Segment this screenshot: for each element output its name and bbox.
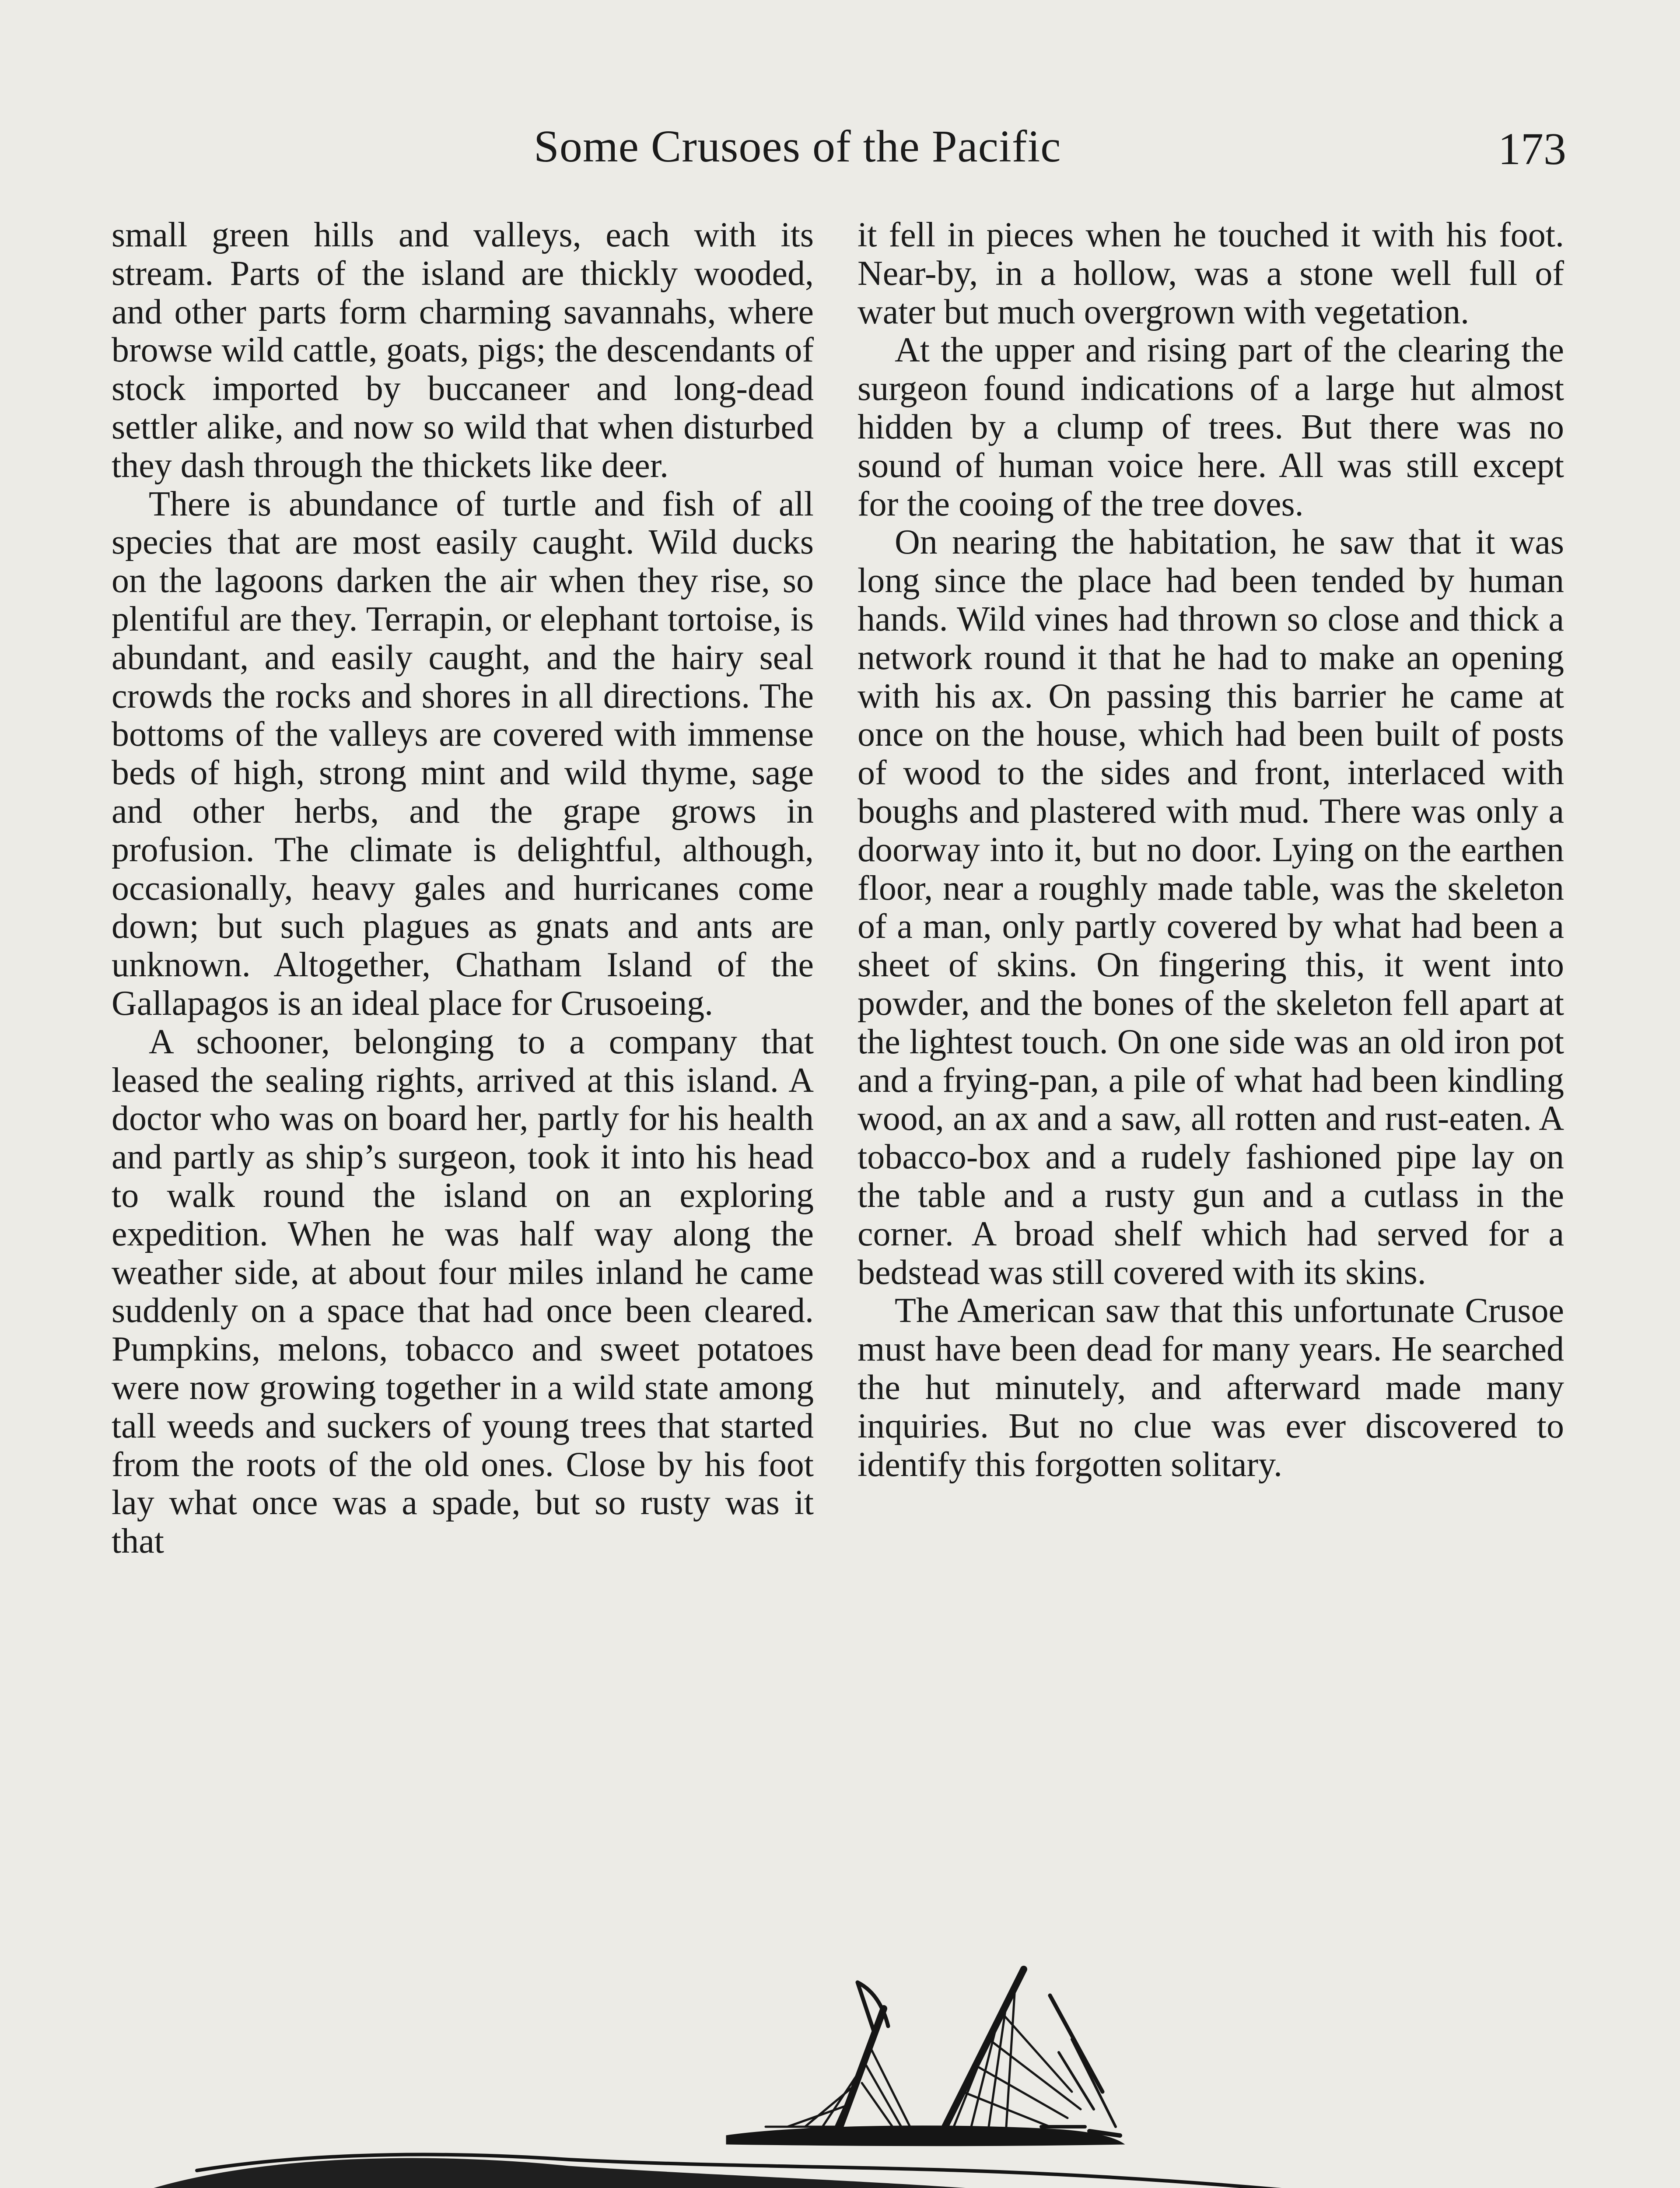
- right-column: [858, 216, 1564, 1484]
- paragraph: small green hills and valleys, each with its stream. Parts of the island are thickly wooded, and other parts form charming savannahs, where browse wild cattle, goats, pigs; the descendants of stock imported by buccaneer and long-dead settler alike, and now so wild that when disturbed they dash through the thickets like deer.: [112, 216, 814, 485]
- paragraph: it fell in pieces when he touched it with his foot. Near-by, in a hollow, was a stone well full of water but much overgrown with vegetation.: [858, 216, 1564, 331]
- paragraph: A schooner, belonging to a company that leased the sealing rights, arrived at this island. A doctor who was on board her, partly for his health and partly as ship’s surgeon, took it into his head to walk round the island on an exploring expedition. When he was half way along the weather side, at about four miles inland he came suddenly on a space that had once been cleared. Pumpkins, melons, tobacco and sweet potatoes were now growing together in a wild state among tall weeds and suckers of young trees that started from the roots of the old ones. Close by his foot lay what once was a spade, but so rusty was it that: [112, 1022, 814, 1561]
- paragraph: The American saw that this unfortunate Crusoe must have been dead for many years. He searched the hut minutely, and afterward made many inquiries. But no clue was ever discovered to identify this forgotten solitary.: [858, 1291, 1564, 1484]
- paragraph: On nearing the habitation, he saw that it was long since the place had been tended by human hands. Wild vines had thrown so close and thick a network round it that he had to make an opening with his ax. On passing this barrier he came at once on the house, which had been built of posts of wood to the sides and front, interlaced with boughs and plastered with mud. There was only a doorway into it, but no door. Lying on the earthen floor, near a roughly made table, was the skeleton of a man, only partly covered by what had been a sheet of skins. On fingering this, it went into powder, and the bones of the skeleton fell apart at the lightest touch. On one side was an old iron pot and a frying-pan, a pile of what had been kindling wood, an ax and a saw, all rotten and rust-eaten. A tobacco-box and a rudely fashioned pipe lay on the table and a rusty gun and a cutlass in the corner. A broad shelf which had served for a bedstead was still covered with its skins.: [858, 523, 1564, 1292]
- shipwreck-illustration: [131, 1908, 1549, 2188]
- page-number: 173: [1498, 124, 1566, 174]
- page-header: [0, 118, 1680, 175]
- left-column: [112, 216, 814, 1561]
- paragraph: There is abundance of turtle and fish of all species that are most easily caught. Wild ducks on the lagoons darken the air when they rise, so plentiful are they. Terrapin, or elephant tortoise, is abundant, and easily caught, and the hairy seal crowds the rocks and shores in all directions. The bottoms of the valleys are covered with immense beds of high, strong mint and wild thyme, sage and other herbs, and the grape grows in profusion. The climate is delightful, although, occasionally, heavy gales and hurricanes come down; but such plagues as gnats and ants are unknown. Altogether, Chatham Island of the Gallapagos is an ideal place for Crusoeing.: [112, 484, 814, 1023]
- paragraph: At the upper and rising part of the clearing the surgeon found indications of a large hut almost hidden by a clump of trees. But there was no sound of human voice here. All was still except for the cooing of the tree doves.: [858, 331, 1564, 523]
- running-title: Some Crusoes of the Pacific: [534, 121, 1061, 172]
